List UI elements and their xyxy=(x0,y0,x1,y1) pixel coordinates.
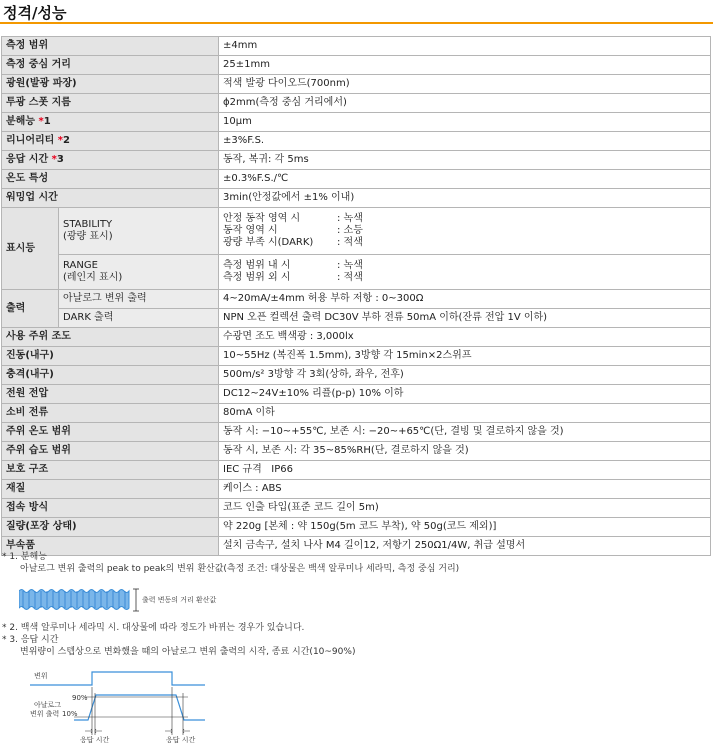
table-row xyxy=(2,208,711,255)
label-10: 10% xyxy=(62,710,78,718)
table-row xyxy=(2,366,711,385)
table-row xyxy=(2,423,711,442)
spec-value: 10μm xyxy=(219,113,711,132)
response-time-label-1: 응답 시간 xyxy=(80,736,110,744)
spec-value: 동작 시, 보존 시: 각 35~85%RH(단, 결로하지 않을 것) xyxy=(219,442,711,461)
table-row xyxy=(2,404,711,423)
note-marker: * xyxy=(38,116,44,127)
table-row xyxy=(2,499,711,518)
spec-label: 표시등 xyxy=(2,208,59,290)
table-row xyxy=(2,480,711,499)
spec-label: 사용 주위 조도 xyxy=(2,328,219,347)
note-1-head: * 1. 분해능 xyxy=(2,552,47,562)
table-row xyxy=(2,385,711,404)
wave-label: 출력 변동의 거리 환산값 xyxy=(142,596,217,604)
spec-label: 충격(내구) xyxy=(2,366,219,385)
table-row xyxy=(2,56,711,75)
page-title: 정격/성능 xyxy=(3,4,67,22)
spec-value: 적색 발광 다이오드(700nm) xyxy=(219,75,711,94)
spec-value: 설치 금속구, 설치 나사 M4 길이12, 저항기 250Ω1/4W, 취급 설명서 xyxy=(219,537,711,556)
spec-value: 80mA 이하 xyxy=(219,404,711,423)
response-timing-diagram xyxy=(30,665,230,745)
table-row xyxy=(2,94,711,113)
table-row xyxy=(2,113,711,132)
table-row xyxy=(2,461,711,480)
spec-label: 출력 xyxy=(2,290,59,328)
table-row xyxy=(2,189,711,208)
table-row xyxy=(2,442,711,461)
note-2: * 2. 백색 알루미나 세라믹 시. 대상물에 따라 정도가 바뀌는 경우가 있습니다. xyxy=(2,623,305,633)
spec-value: 수광면 조도 백색광 : 3,000lx xyxy=(219,328,711,347)
spec-label: 워밍업 시간 xyxy=(2,189,219,208)
spec-value: IEC 규격 IP66 xyxy=(219,461,711,480)
spec-label: 주위 습도 범위 xyxy=(2,442,219,461)
note-3-body: 변위량이 스텝상으로 변화했을 때의 아날로그 변위 출력의 시작, 종료 시간(10~90%) xyxy=(20,647,356,657)
spec-value: 500m/s² 3방향 각 3회(상하, 좌우, 전후) xyxy=(219,366,711,385)
spec-label: 투광 스폿 지름 xyxy=(2,94,219,113)
spec-label: 분해능 *1 xyxy=(2,113,219,132)
table-row xyxy=(2,347,711,366)
table-row xyxy=(2,37,711,56)
table-row xyxy=(2,290,711,309)
spec-value: DC12~24V±10% 리플(p-p) 10% 이하 xyxy=(219,385,711,404)
spec-value: ±3%F.S. xyxy=(219,132,711,151)
title-underline xyxy=(0,22,713,24)
spec-value: 10~55Hz (복진폭 1.5mm), 3방향 각 15min×2스위프 xyxy=(219,347,711,366)
wave-band-icon xyxy=(19,590,129,610)
spec-value: ±4mm xyxy=(219,37,711,56)
table-row xyxy=(2,132,711,151)
spec-label: 재질 xyxy=(2,480,219,499)
spec-value: 케이스 : ABS xyxy=(219,480,711,499)
spec-sublabel: RANGE (레인지 표시) xyxy=(59,255,219,290)
spec-value: 4~20mA/±4mm 허용 부하 저항 : 0~300Ω xyxy=(219,290,711,309)
table-row xyxy=(2,309,711,328)
spec-label: 측정 중심 거리 xyxy=(2,56,219,75)
spec-value: 측정 범위 내 시 : 녹색 측정 범위 외 시 : 적색 xyxy=(219,255,711,290)
spec-label: 주위 온도 범위 xyxy=(2,423,219,442)
spec-value: 약 220g [본체 : 약 150g(5m 코드 부착), 약 50g(코드 제외)] xyxy=(219,518,711,537)
table-row xyxy=(2,151,711,170)
displacement-step-line xyxy=(30,672,205,685)
response-time-label-2: 응답 시간 xyxy=(166,736,196,744)
spec-value: 3min(안정값에서 ±1% 이내) xyxy=(219,189,711,208)
resolution-wave-diagram xyxy=(19,588,249,616)
timing-out-label-2: 변위 출력 xyxy=(30,710,60,718)
spec-label: 응답 시간 *3 xyxy=(2,151,219,170)
analog-output-line xyxy=(74,695,205,720)
spec-value: ±0.3%F.S./℃ xyxy=(219,170,711,189)
spec-value: ϕ2mm(측정 중심 거리에서) xyxy=(219,94,711,113)
note-1-body: 아날로그 변위 출력의 peak to peak의 변위 환산값(측정 조건: 대상물은 백색 알루미나 세라믹, 측정 중심 거리) xyxy=(20,564,460,574)
spec-label: 리니어리티 *2 xyxy=(2,132,219,151)
spec-label: 보호 구조 xyxy=(2,461,219,480)
spec-sublabel: DARK 출력 xyxy=(59,309,219,328)
note-3-head: * 3. 응답 시간 xyxy=(2,635,59,645)
table-row xyxy=(2,518,711,537)
spec-label: 측정 범위 xyxy=(2,37,219,56)
spec-value: 코드 인출 타입(표준 코드 길이 5m) xyxy=(219,499,711,518)
spec-value: NPN 오픈 컬렉션 출력 DC30V 부하 전류 50mA 이하(잔류 전압 1V 이하) xyxy=(219,309,711,328)
spec-table xyxy=(1,36,711,556)
note-marker: * xyxy=(51,154,57,165)
table-row xyxy=(2,328,711,347)
spec-label: 광원(발광 파장) xyxy=(2,75,219,94)
timing-out-label-1: 아날로그 xyxy=(34,701,62,709)
timing-disp-label: 변위 xyxy=(34,672,48,680)
spec-label: 부속품 xyxy=(2,537,219,556)
table-row xyxy=(2,255,711,290)
spec-sublabel: 아날로그 변위 출력 xyxy=(59,290,219,309)
spec-label: 질량(포장 상태) xyxy=(2,518,219,537)
spec-value: 동작 시: −10~+55℃, 보존 시: −20~+65℃(단, 결빙 및 결로하지 않을 것) xyxy=(219,423,711,442)
spec-value: 동작, 복귀: 각 5ms xyxy=(219,151,711,170)
spec-label: 접속 방식 xyxy=(2,499,219,518)
spec-label: 전원 전압 xyxy=(2,385,219,404)
note-marker: * xyxy=(57,135,64,146)
label-90: 90% xyxy=(72,694,88,702)
spec-value: 안정 동작 영역 시 : 녹색 동작 영역 시 : 소등 광량 부족 시(DARK) : 적색 xyxy=(219,208,711,255)
spec-label: 진동(내구) xyxy=(2,347,219,366)
spec-value: 25±1mm xyxy=(219,56,711,75)
spec-label: 온도 특성 xyxy=(2,170,219,189)
spec-label: 소비 전류 xyxy=(2,404,219,423)
spec-sublabel: STABILITY (광량 표시) xyxy=(59,208,219,255)
table-row xyxy=(2,170,711,189)
table-row xyxy=(2,75,711,94)
